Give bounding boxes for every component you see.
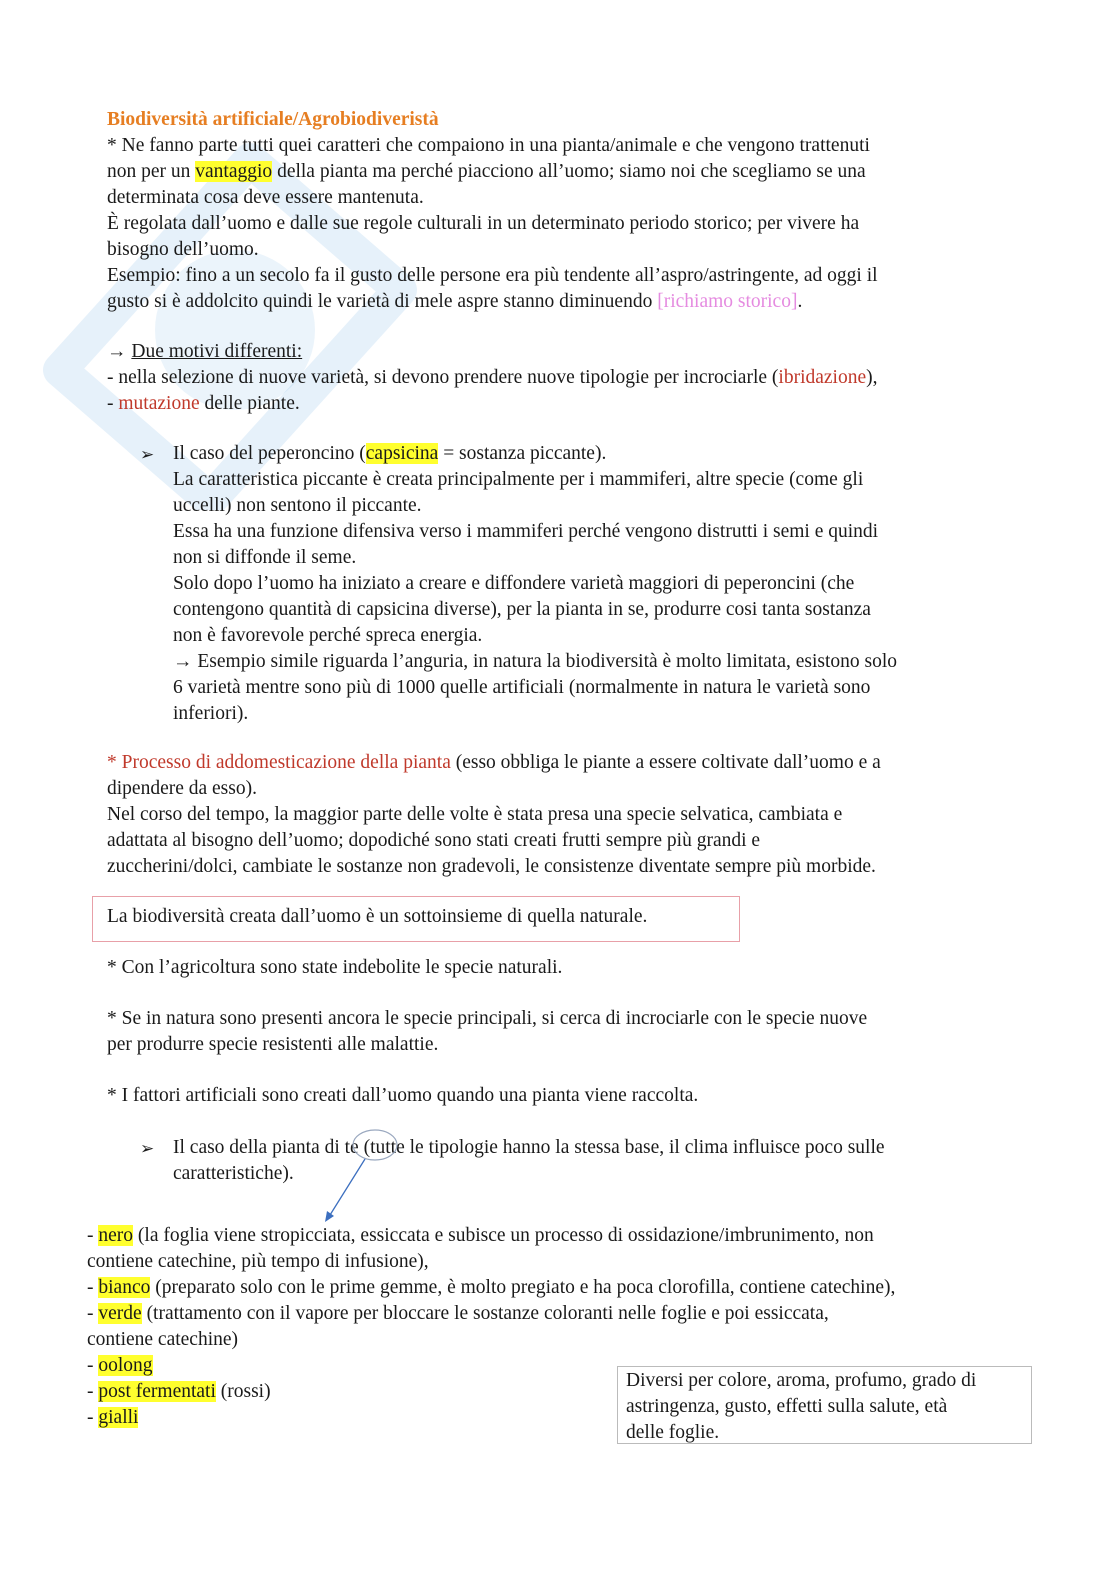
- peperoncino-line: uccelli) non sentono il piccante.: [173, 495, 422, 516]
- tipo-verde: - verde (trattamento con il vapore per bloccare le sostanze coloranti nelle foglie e poi essiccata,: [87, 1303, 829, 1324]
- note-line: * Se in natura sono presenti ancora le specie principali, si cerca di incrociarle con le specie nuove: [107, 1008, 868, 1029]
- intro-line: Esempio: fino a un secolo fa il gusto delle persone era più tendente all’aspro/astringente, ad oggi il: [107, 265, 878, 286]
- tipo-verde-cont: contiene catechine): [87, 1329, 239, 1350]
- peperoncino-line: → Esempio simile riguarda l’anguria, in natura la biodiversità è molto limitata, esistono solo: [173, 651, 898, 672]
- arrow-bullet-icon: ➢: [140, 445, 155, 465]
- peperoncino-line: Essa ha una funzione difensiva verso i mammiferi perché vengono distrutti i semi e quindi: [173, 521, 879, 542]
- sottoinsieme-text: La biodiversità creata dall’uomo è un sottoinsieme di quella naturale.: [107, 906, 648, 927]
- highlight-capsicina: capsicina: [365, 443, 439, 464]
- te-line: caratteristiche).: [173, 1163, 294, 1184]
- processo-line: Nel corso del tempo, la maggior parte delle volte è stata presa una specie selvatica, cambiata e: [107, 804, 843, 825]
- intro-line: È regolata dall’uomo e dalle sue regole culturali in un determinato periodo storico; per vivere ha: [107, 213, 860, 234]
- motivi-item: - mutazione delle piante.: [107, 393, 300, 414]
- intro-line: gusto si è addolcito quindi le varietà di mele aspre stanno diminuendo [richiamo storico].: [107, 291, 803, 312]
- tipo-post-fermentati: - post fermentati (rossi): [87, 1381, 271, 1402]
- note-line: per produrre specie resistenti alle malattie.: [107, 1034, 439, 1055]
- te-line: Il caso della pianta di te (tutte le tipologie hanno la stessa base, il clima influisce poco sulle: [173, 1137, 885, 1158]
- tipo-nero-cont: contiene catechine, più tempo di infusione),: [87, 1251, 429, 1272]
- intro-line: non per un vantaggio della pianta ma perché piacciono all’uomo; siamo noi che scegliamo se una: [107, 161, 866, 182]
- peperoncino-line: 6 varietà mentre sono più di 1000 quelle artificiali (normalmente in natura le varietà sono: [173, 677, 871, 698]
- section-title: Biodiversità artificiale/Agrobiodiveristà: [107, 109, 439, 130]
- intro-line: determinata cosa deve essere mantenuta.: [107, 187, 424, 208]
- diversi-line: astringenza, gusto, effetti sulla salute, età: [626, 1396, 948, 1417]
- diversi-line: delle foglie.: [626, 1422, 720, 1443]
- intro-line: * Ne fanno parte tutti quei caratteri che compaiono in una pianta/animale e che vengono trattenuti: [107, 135, 870, 156]
- peperoncino-line: inferiori).: [173, 703, 249, 724]
- note-line: * I fattori artificiali sono creati dall’uomo quando una pianta viene raccolta.: [107, 1085, 699, 1106]
- tipo-bianco: - bianco (preparato solo con le prime gemme, è molto pregiato e ha poca clorofilla, contiene catechine),: [87, 1277, 896, 1298]
- peperoncino-line: non è favorevole perché spreca energia.: [173, 625, 483, 646]
- note-line: * Con l’agricoltura sono state indebolite le specie naturali.: [107, 957, 563, 978]
- peperoncino-line: Il caso del peperoncino (capsicina = sostanza piccante).: [173, 443, 607, 464]
- note-richiamo-storico: [richiamo storico]: [657, 291, 798, 312]
- diversi-line: Diversi per colore, aroma, profumo, grado di: [626, 1370, 977, 1391]
- arrow-bullet-icon: ➢: [140, 1139, 155, 1159]
- tipo-oolong: - oolong: [87, 1355, 153, 1376]
- tipo-gialli: - gialli: [87, 1407, 139, 1428]
- processo-line: adattata al bisogno dell’uomo; dopodiché sono stati creati frutti sempre più grandi e: [107, 830, 761, 851]
- processo-line: dipendere da esso).: [107, 778, 257, 799]
- processo-line: zuccherini/dolci, cambiate le sostanze non gradevoli, le consistenze diventate sempre più morbide.: [107, 856, 876, 877]
- processo-line: * Processo di addomesticazione della pianta (esso obbliga le piante a essere coltivate dall’uomo e a: [107, 752, 881, 773]
- peperoncino-line: Solo dopo l’uomo ha iniziato a creare e diffondere varietà maggiori di peperoncini (che: [173, 573, 855, 594]
- peperoncino-line: contengono quantità di capsicina diverse), per la pianta in se, produrre cosi tanta sostanza: [173, 599, 871, 620]
- intro-line: bisogno dell’uomo.: [107, 239, 259, 260]
- tipo-nero: - nero (la foglia viene stropicciata, essiccata e subisce un processo di ossidazione/imbrunimento, non: [87, 1225, 874, 1246]
- peperoncino-line: non si diffonde il seme.: [173, 547, 357, 568]
- motivi-heading: → Due motivi differenti:: [107, 341, 303, 362]
- peperoncino-line: La caratteristica piccante è creata principalmente per i mammiferi, altre specie (come gli: [173, 469, 864, 490]
- motivi-item: - nella selezione di nuove varietà, si devono prendere nuove tipologie per incrociarle (ibridazione),: [107, 367, 878, 388]
- highlight-vantaggio: vantaggio: [195, 161, 273, 182]
- annotation-arrow-icon: [320, 1125, 420, 1230]
